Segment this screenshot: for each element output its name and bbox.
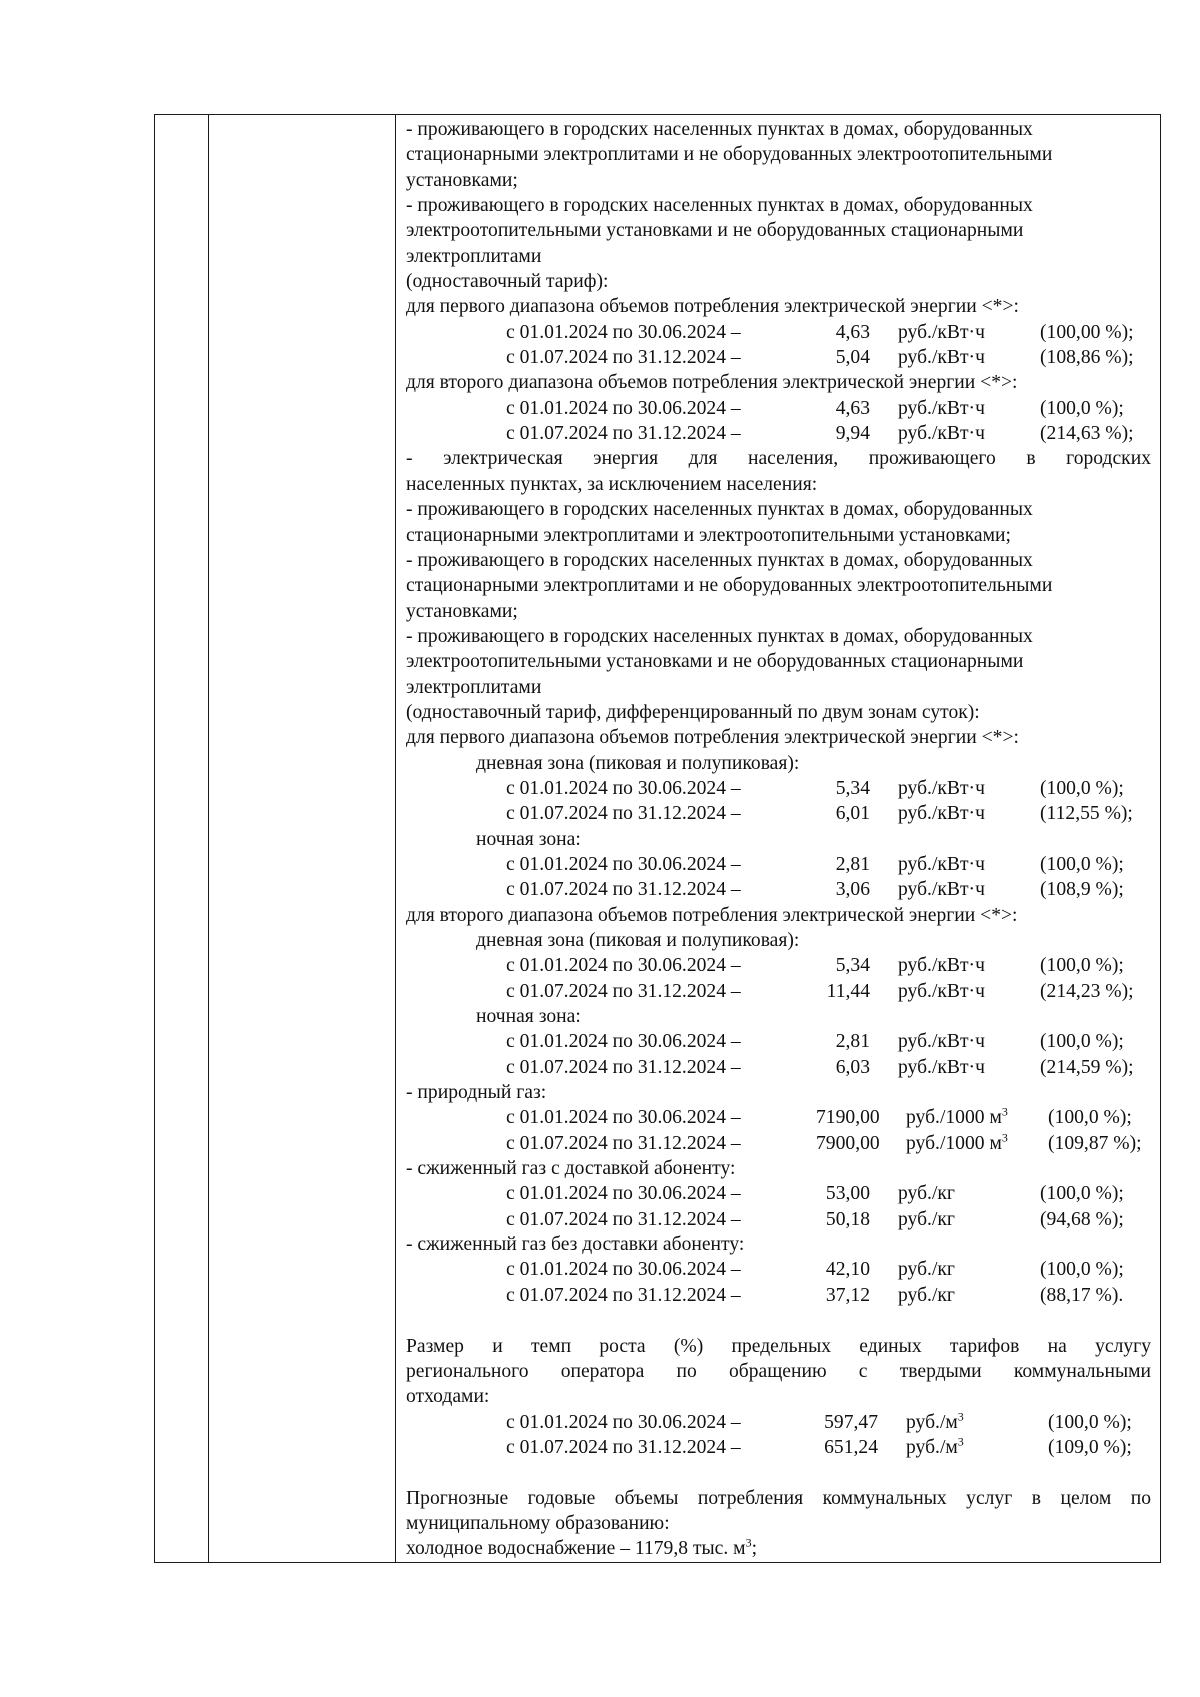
tariff-period: с 01.07.2024 по 31.12.2024 – (506, 347, 741, 369)
tariff-value: 11,44 (826, 980, 870, 1002)
tariff-percent: (109,87 %); (1048, 1132, 1142, 1154)
tariff-period: с 01.07.2024 по 31.12.2024 – (506, 803, 741, 825)
line-end: ; (751, 1538, 758, 1560)
paragraph-line: - проживающего в городских населенных пунктах в домах, оборудованных (406, 549, 1033, 571)
tariff-percent: (108,9 %); (1040, 879, 1124, 901)
paragraph-line: стационарными электроплитами и электроотопительными установками; (406, 524, 1011, 546)
tariff-unit: руб./кВт·ч (898, 1056, 985, 1078)
cold-water-text: холодное водоснабжение – 1179,8 тыс. м (406, 1538, 746, 1560)
tariff-row (406, 979, 1151, 1004)
tariff-unit: руб./кг (898, 1284, 955, 1306)
paragraph-line: для первого диапазона объемов потребления электрической энергии <*>: (406, 296, 1019, 318)
tariff-row (406, 953, 1151, 978)
tariff-unit: руб./кг (898, 1208, 955, 1230)
tariff-value: 2,81 (835, 1031, 870, 1053)
tariff-row (406, 1207, 1151, 1232)
tariff-percent: (100,0 %); (1040, 1183, 1124, 1205)
paragraph-line: - проживающего в городских населенных пунктах в домах, оборудованных (406, 625, 1033, 647)
tariff-value: 4,63 (835, 321, 870, 343)
tariff-row (406, 1181, 1151, 1206)
table-row (155, 115, 1161, 1563)
tariff-percent: (214,23 %); (1040, 980, 1134, 1002)
tariff-period: с 01.07.2024 по 31.12.2024 – (506, 1056, 741, 1078)
tariff-period: с 01.01.2024 по 30.06.2024 – (506, 1107, 741, 1129)
section-label: - сжиженный газ с доставкой абоненту: (406, 1158, 736, 1180)
tariff-unit: руб./кВт·ч (898, 803, 985, 825)
zone-label: ночная зона: (476, 828, 581, 850)
tariff-row (406, 1410, 1151, 1435)
tariff-unit: руб./кВт·ч (898, 321, 985, 343)
paragraph-line: (одноставочный тариф): (406, 271, 609, 293)
tariff-row (406, 396, 1151, 421)
tariff-percent: (100,0 %); (1040, 955, 1124, 977)
paragraph-line: стационарными электроплитами и не оборудованных электроотопительными (406, 144, 1053, 166)
paragraph-line: стационарными электроплитами и не оборудованных электроотопительными (406, 575, 1053, 597)
tariff-unit: руб./кВт·ч (898, 1031, 985, 1053)
tariff-percent: (100,0 %); (1040, 777, 1124, 799)
tariff-period: с 01.07.2024 по 31.12.2024 – (506, 1436, 741, 1458)
paragraph-line: (одноставочный тариф, дифференцированный по двум зонам суток): (406, 701, 980, 723)
tariff-percent: (100,00 %); (1040, 321, 1134, 343)
tariff-row (406, 801, 1151, 826)
tariff-row (406, 1257, 1151, 1282)
tariff-period: с 01.07.2024 по 31.12.2024 – (506, 980, 741, 1002)
tariff-percent: (112,55 %); (1040, 803, 1133, 825)
title-cell (209, 115, 396, 1563)
tariff-period: с 01.01.2024 по 30.06.2024 – (506, 1411, 741, 1433)
content-text (396, 115, 1160, 1562)
tariff-value: 597,47 (824, 1411, 878, 1433)
unit-superscript: 3 (745, 1535, 752, 1550)
tariff-value: 7900,00 (816, 1132, 880, 1154)
tariff-percent: (108,86 %); (1040, 347, 1134, 369)
tariff-period: с 01.01.2024 по 30.06.2024 – (506, 1259, 741, 1281)
tariff-percent: (88,17 %). (1040, 1284, 1124, 1306)
tariff-unit: $руб./м^3$ (906, 1434, 964, 1458)
paragraph-line: - проживающего в городских населенных пунктах в домах, оборудованных (406, 499, 1033, 521)
unit-superscript: 3 (957, 1409, 964, 1423)
tariff-value: 5,34 (835, 955, 870, 977)
tariff-row (406, 345, 1151, 370)
tariff-unit: руб./1000 $м^3$ (906, 1130, 1008, 1154)
paragraph-line: отходами: (406, 1386, 490, 1408)
tariff-unit: руб./кВт·ч (898, 777, 985, 799)
tariff-percent: (100,0 %); (1040, 397, 1124, 419)
tariff-unit: руб./кВт·ч (898, 423, 985, 445)
tariff-table (154, 114, 1161, 1563)
tariff-value: 42,10 (825, 1259, 870, 1281)
tariff-period: с 01.07.2024 по 31.12.2024 – (506, 423, 741, 445)
tariff-row (406, 1029, 1151, 1054)
content-cell (396, 115, 1161, 1563)
paragraph-line: установками; (406, 600, 518, 622)
tariff-percent: (94,68 %); (1040, 1208, 1124, 1230)
tariff-value: 50,18 (825, 1208, 870, 1230)
blank-line (406, 1460, 1151, 1485)
paragraph-line: установками; (406, 169, 518, 191)
tariff-percent: (100,0 %); (1040, 1031, 1124, 1053)
tariff-row (406, 877, 1151, 902)
tariff-value: 6,01 (835, 803, 870, 825)
paragraph-line: населенных пунктах, за исключением населения: (406, 473, 818, 495)
range-label: для второго диапазона объемов потребления электрической энергии <*>: (406, 904, 1018, 926)
paragraph-line: электроотопительными установками и не оборудованных стационарными (406, 220, 1024, 242)
tariff-unit: руб./кг (898, 1183, 955, 1205)
tariff-percent: (214,59 %); (1040, 1056, 1134, 1078)
range-label: для второго диапазона объемов потребления электрической энергии <*>: (406, 372, 1018, 394)
paragraph-line: регионального оператора по обращению с твердыми коммунальными (406, 1360, 1151, 1382)
tariff-row (406, 421, 1151, 446)
unit-superscript: 3 (957, 1434, 964, 1449)
tariff-unit: руб./1000 $м^3$ (906, 1104, 1008, 1129)
zone-label: дневная зона (пиковая и полупиковая): (476, 930, 800, 951)
tariff-unit: руб./кг (898, 1259, 955, 1281)
paragraph-line: - проживающего в городских населенных пунктах в домах, оборудованных (406, 195, 1033, 217)
tariff-period: с 01.01.2024 по 30.06.2024 – (506, 777, 741, 799)
tariff-percent: (100,0 %); (1040, 1259, 1124, 1281)
paragraph-line: муниципальному образованию: (406, 1512, 670, 1534)
tariff-period: с 01.01.2024 по 30.06.2024 – (506, 321, 741, 343)
tariff-percent: (100,0 %); (1048, 1107, 1132, 1129)
tariff-period: с 01.07.2024 по 31.12.2024 – (506, 1208, 741, 1230)
tariff-percent: (214,63 %); (1040, 423, 1134, 445)
zone-label: ночная зона: (476, 1006, 581, 1028)
tariff-unit: $руб./м^3$ (906, 1409, 964, 1433)
paragraph-line: электроплитами (406, 245, 542, 267)
tariff-unit: руб./кВт·ч (898, 397, 985, 419)
tariff-row (406, 1283, 1151, 1308)
tariff-period: с 01.01.2024 по 30.06.2024 – (506, 1183, 741, 1205)
unit-superscript: 3 (1001, 1130, 1008, 1145)
tariff-row (406, 1105, 1151, 1130)
tariff-period: с 01.01.2024 по 30.06.2024 – (506, 853, 741, 875)
tariff-unit: руб./кВт·ч (898, 879, 985, 901)
tariff-period: с 01.07.2024 по 31.12.2024 – (506, 1284, 741, 1306)
tariff-value: 5,34 (835, 777, 870, 799)
tariff-period: с 01.07.2024 по 31.12.2024 – (506, 1132, 741, 1154)
tariff-row (406, 852, 1151, 877)
tariff-percent: (100,0 %); (1048, 1411, 1132, 1433)
tariff-value: 2,81 (835, 853, 870, 875)
tariff-unit: руб./кВт·ч (898, 853, 985, 875)
cold-water-line (406, 1536, 1151, 1561)
tariff-percent: (100,0 %); (1040, 853, 1124, 875)
number-cell (155, 115, 209, 1563)
tariff-unit: руб./кВт·ч (898, 980, 985, 1002)
tariff-unit: руб./кВт·ч (898, 955, 985, 977)
tariff-row (406, 1055, 1151, 1080)
paragraph-line: Прогнозные годовые объемы потребления коммунальных услуг в целом по (406, 1487, 1151, 1509)
section-label: - сжиженный газ без доставки абоненту: (406, 1234, 745, 1256)
tariff-value: 9,94 (835, 423, 870, 445)
section-label: - природный газ: (406, 1082, 547, 1104)
blank-line (406, 1308, 1151, 1333)
paragraph-line: - электрическая энергия для населения, проживающего в городских (406, 448, 1151, 470)
tariff-percent: (109,0 %); (1048, 1436, 1132, 1458)
tariff-period: с 01.01.2024 по 30.06.2024 – (506, 397, 741, 419)
tariff-period: с 01.07.2024 по 31.12.2024 – (506, 879, 741, 901)
paragraph-line: электроплитами (406, 676, 542, 698)
tariff-period: с 01.01.2024 по 30.06.2024 – (506, 955, 741, 977)
tariff-value: 7190,00 (816, 1107, 880, 1129)
tariff-row (406, 1131, 1151, 1156)
zone-label: дневная зона (пиковая и полупиковая): (476, 752, 800, 774)
tariff-value: 651,24 (824, 1436, 878, 1458)
paragraph-line: для первого диапазона объемов потребления электрической энергии <*>: (406, 727, 1019, 749)
tariff-value: 53,00 (825, 1183, 870, 1205)
tariff-value: 5,04 (835, 347, 870, 369)
unit-superscript: 3 (1001, 1104, 1008, 1119)
tariff-period: с 01.01.2024 по 30.06.2024 – (506, 1031, 741, 1053)
tariff-unit: руб./кВт·ч (898, 347, 985, 369)
tariff-value: 4,63 (835, 397, 870, 419)
tariff-row (406, 776, 1151, 801)
tariff-value: 6,03 (835, 1056, 870, 1078)
tariff-row (406, 320, 1151, 345)
paragraph-line: Размер и темп роста (%) предельных единых тарифов на услугу (406, 1335, 1151, 1357)
paragraph-line: электроотопительными установками и не оборудованных стационарными (406, 651, 1024, 673)
tariff-row (406, 1435, 1151, 1460)
tariff-value: 37,12 (825, 1284, 870, 1306)
paragraph-line: - проживающего в городских населенных пунктах в домах, оборудованных (406, 119, 1033, 140)
tariff-value: 3,06 (835, 879, 870, 901)
